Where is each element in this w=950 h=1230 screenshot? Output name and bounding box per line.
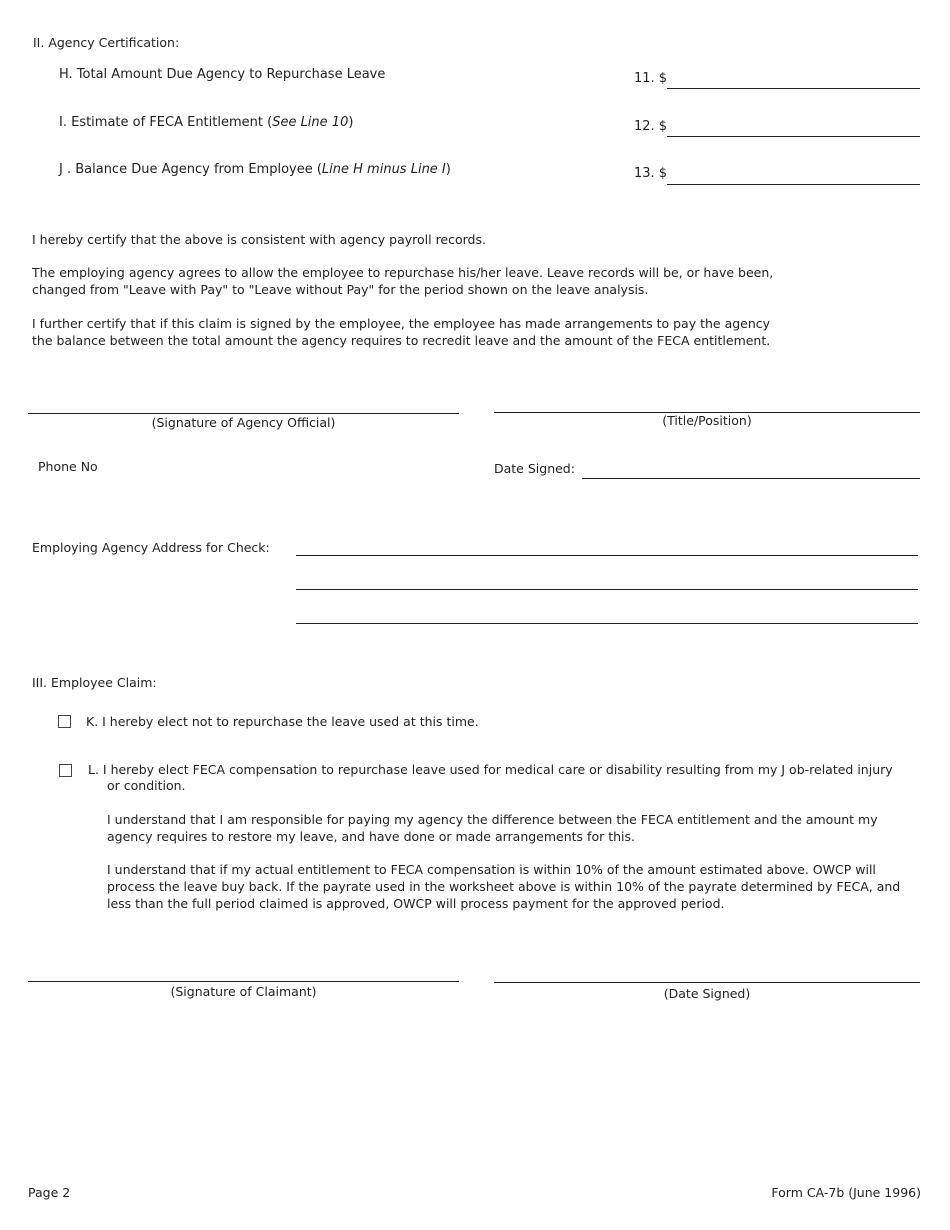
agency-address-line-3[interactable] — [296, 623, 918, 624]
claimant-date-label: (Date Signed) — [663, 986, 751, 1001]
claimant-signature-label: (Signature of Claimant) — [170, 984, 317, 999]
agency-address-line-1[interactable] — [296, 555, 918, 556]
title-position-label: (Title/Position) — [662, 413, 752, 428]
claimant-signature-line[interactable] — [28, 981, 459, 982]
agency-official-signature-line[interactable] — [28, 413, 459, 414]
claimant-date-line[interactable] — [494, 982, 920, 983]
understand-paragraph-2: I understand that if my actual entitlement to FECA compensation is within 10% of the amount estimated above. OWCP will process the leave buy back. If the payrate used in the worksheet above is within 10% of the payrate determined by FECA, and less than the full period claimed is approved, OWCP will process payment for the approved period. — [107, 862, 901, 911]
option-k-checkbox[interactable] — [58, 715, 71, 728]
date-signed-line[interactable] — [582, 478, 920, 479]
agency-address-label: Employing Agency Address for Check: — [32, 540, 270, 555]
date-signed-label: Date Signed: — [494, 461, 575, 476]
line-13-input[interactable] — [667, 184, 920, 185]
understand-paragraph-1: I understand that I am responsible for paying my agency the difference between the FECA entitlement and the amount my agency requires to restore my leave, and have done or made arrangements for this. — [107, 812, 878, 844]
phone-label: Phone No — [38, 459, 98, 474]
line-13-number: 13. $ — [634, 166, 668, 181]
line-12-number: 12. $ — [634, 119, 668, 134]
option-l-checkbox[interactable] — [59, 764, 72, 777]
line-11-input[interactable] — [667, 88, 920, 89]
line-12-input[interactable] — [667, 136, 920, 137]
option-l-label-line1: L. I hereby elect FECA compensation to repurchase leave used for medical care or disability resulting from my J ob-related injury — [88, 762, 893, 777]
line-i-label: I. Estimate of FECA Entitlement (See Line 10) — [59, 115, 354, 130]
agency-official-signature-label: (Signature of Agency Official) — [151, 415, 336, 430]
option-k-label: K. I hereby elect not to repurchase the leave used at this time. — [86, 714, 479, 729]
employee-claim-heading: III. Employee Claim: — [32, 675, 157, 690]
line-11-number: 11. $ — [634, 71, 668, 86]
page-number: Page 2 — [28, 1185, 71, 1200]
agreement-paragraph: The employing agency agrees to allow the employee to repurchase his/her leave. Leave records will be, or have been, changed from "Leave with Pay" to "Leave without Pay" for the period shown on the leave analysis. — [32, 265, 774, 297]
certify-paragraph: I hereby certify that the above is consistent with agency payroll records. — [32, 232, 486, 247]
further-certify-paragraph: I further certify that if this claim is signed by the employee, the employee has made arrangements to pay the agency the balance between the total amount the agency requires to recredit leave and the amount of the FECA entitlement. — [32, 316, 771, 348]
agency-address-line-2[interactable] — [296, 589, 918, 590]
option-l-label-line2: or condition. — [107, 778, 186, 793]
line-h-label: H. Total Amount Due Agency to Repurchase Leave — [59, 67, 386, 82]
form-id: Form CA-7b (June 1996) — [771, 1185, 921, 1200]
line-j-label: J . Balance Due Agency from Employee (Line H minus Line I) — [59, 162, 451, 177]
agency-heading: II. Agency Certification: — [33, 35, 180, 50]
